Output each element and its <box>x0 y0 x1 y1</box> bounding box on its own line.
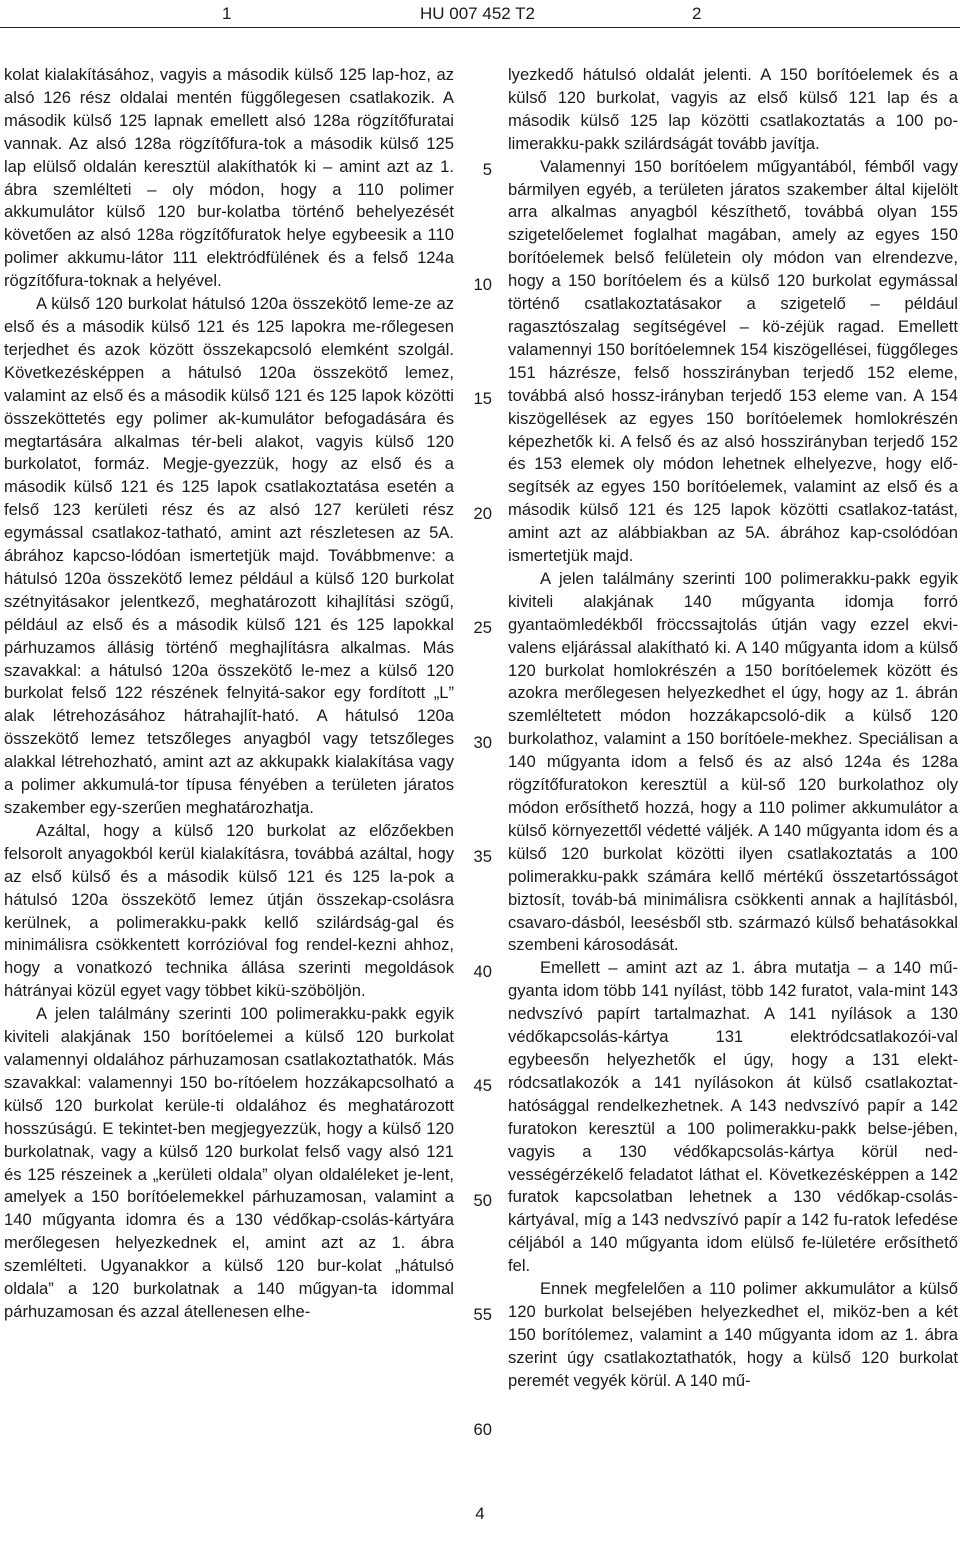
paragraph: Emellett – amint azt az 1. ábra mutatja – a 140 mű-gyanta idom több 141 nyílást, több 142 furatot, vala-mint 143 nedvszívó papírt tartalmazhat. A 141 nyílások a 130 védőkapcsolás-kártya 131 elektródcsatlakozói-val egybeesőn helyezhetők el úgy, hogy a 131 elekt-ródcsatlakozók a 141 nyílásokon át külső csatlakoztat-hatósággal rendelkezhetnek. A 143 nedvszívó papír a 142 furatokon keresztül a 100 polimerakku-pakk belse-jében, vagyis a 130 védőkapcsolás-kártya körül ned-vességérzékelő feladatot láthat el. Következésképpen a 142 furatok kapcsolatban lehetnek a 130 védőkap-csolás-kártyával, míg a 143 nedvszívó papír a 142 fu-ratok lefedése céljából a 140 műgyanta idom elülső fe-lületére erősíthető fel. <box>508 958 958 1276</box>
line-number: 15 <box>473 389 492 408</box>
line-number: 55 <box>473 1305 492 1324</box>
paragraph: A jelen találmány szerinti 100 polimerakku-pakk egyik kiviteli alakjának 150 borítóelemei a külső 120 burkolat valamennyi oldalához párhuzamosan csatlakoztathatók. Más szavakkal: valamennyi 150 bo-rítóelem hozzákapcsolható a külső 120 burkolat kerüle-ti oldalához és meghatározott hosszúságú. E tekintet-ben megjegyezzük, hogy a külső 120 burkolatnak, vagy a külső 120 burkolat felső vagy alsó 121 és 125 részeinek a „kerületi oldala” olyan oldaléleket je-lent, amelyek a 150 borítóelemekkel párhuzamosan, valamint a 140 műgyanta idomra és a 130 védőkap-csolás-kártyára merőlegesen helyezkednek el, amint azt az 1. ábra szemlélteti. Ugyanakkor a külső 120 bur-kolat „hátulsó oldala” a 120 burkolatnak a 140 műgyan-ta idommal párhuzamosan és azzal átellenesen elhe- <box>4 1004 454 1321</box>
paragraph: Ennek megfelelően a 110 polimer akkumulátor a külső 120 burkolat belsejében helyezkedhet el, miköz-ben a két 150 borítólemez, valamint a 140 műgyanta idom az 1. ábra szerint úgy csatlakoztathatók, hogy a külső 120 burkolat peremét vegyék körül. A 140 mű- <box>508 1279 958 1390</box>
line-number: 45 <box>473 1076 492 1095</box>
header-right-page-number: 2 <box>692 4 702 23</box>
paragraph: A külső 120 burkolat hátulsó 120a összekötő leme-ze az első és a második külső 121 és 125 lapokra me-rőlegesen terjedhet és azok között összekapcsoló elemként szolgál. Következésképpen a hátulsó 120a összekötő lemez, valamint az első és a második külső 121 és 125 lapok közötti összeköttetés egy polimer ak-kumulátor befogadására és megtartására alkalmas tér-beli alakot, vagyis külső 120 burkolatot, formáz. Megje-gyezzük, hogy az első és a második külső 121 és 125 lapok csatlakoztatása esetén a felső 123 kerületi rész és az alsó 127 kerületi rész egymással csatlakoz-tatható, amint azt részletesen az 5A. ábrához kapcso-lódóan ismertetjük majd. Továbbmenve: a hátulsó 120a összekötő lemez például a külső 120 burkolat szétnyitásakor jelentkező, meghatározott kihajlítási szögű, például az első és a második külső 121 és 125 lapokkal párhuzamos állásig történő meghajlításra alkalmas. Más szavakkal: a hátulsó 120a összekötő le-mez a külső 120 burkolat felső 122 részének felnyitá-sakor egy fordított „L” alak létrehozásához hátrahajlít-ható. A hátulsó 120a összekötő lemez tetszőleges anyagból vagy tetszőleges alakkal létrehozható, amint azt az akkupakk kialakítása vagy a polimer akkumulá-tor típusa fényében a területen járatos szakember egy-szerűen meghatározhatja. <box>4 294 454 817</box>
line-number: 10 <box>473 275 492 294</box>
footer-page-number: 4 <box>475 1504 485 1523</box>
line-number: 60 <box>473 1420 492 1439</box>
header-document-id: HU 007 452 T2 <box>420 4 535 23</box>
right-text-column <box>508 64 958 1393</box>
header-rule <box>0 27 960 28</box>
left-text-column <box>4 64 454 1324</box>
line-number: 20 <box>473 504 492 523</box>
line-number: 25 <box>473 618 492 637</box>
line-number: 30 <box>473 733 492 752</box>
line-number: 5 <box>482 160 492 179</box>
line-number: 35 <box>473 847 492 866</box>
line-number: 50 <box>473 1191 492 1210</box>
paragraph: Azáltal, hogy a külső 120 burkolat az előzőekben felsorolt anyagokból kerül kialakításra, továbbá azáltal, hogy az első külső és a második külső 121 és 125 la-pok a hátulsó 120a összekötő lemez útján összekap-csolásra kerülnek, a polimerakku-pakk kellő szilárdság-gal és minimálisra csökkentett korrózióval fog rendel-kezni ahhoz, hogy a vonatkozó technika állása szerinti megoldások hátrányai közül egyet vagy többet kikü-szöböljön. <box>4 820 454 1001</box>
paragraph: kolat kialakításához, vagyis a második külső 125 lap-hoz, az alsó 126 rész oldalai mentén függőlegesen csatlakozik. A második külső 125 lapnak emellett alsó 128a rögzítőfuratai vannak. Az alsó 128a rögzítőfura-tok a második külső 125 lap elülső oldalán keresztül alakíthatók ki – amint azt az 1. ábra szemlélteti – oly módon, hogy a 110 polimer akkumulátor külső 120 bur-kolatba történő behelyezését követően az alsó 128a rögzítőfuratok helye egybeesik a 110 polimer akkumu-látor 111 elektródfülének és a felső 124a rögzítőfura-toknak a helyével. <box>4 65 454 291</box>
line-number: 40 <box>473 962 492 981</box>
header-left-page-number: 1 <box>222 4 232 23</box>
paragraph: lyezkedő hátulsó oldalát jelenti. A 150 borítóelemek és a külső 120 burkolat, vagyis az első külső 121 lap és a második külső 125 lap közötti csatlakoztatás a 100 po-limerakku-pakk szilárdságát tovább javítja. <box>508 65 958 153</box>
paragraph: A jelen találmány szerinti 100 polimerakku-pakk egyik kiviteli alakjának 140 műgyanta idomja forró gyantaömledékből fröccssajtolás útján vagy ezzel ekvi-valens eljárással alakítható ki. A 140 műgyanta idom a külső 120 burkolat homlokrészén a 150 borítóelemek között és azokra merőlegesen helyezkedhet el úgy, hogy az 1. ábrán szemléltetett módon hozzákapcsoló-dik a külső 120 burkolathoz, valamint a 150 borítóele-mekhez. Speciálisan a 140 műgyanta idom a felső és az alsó 124a és 128a rögzítőfuratokon keresztül a kül-ső 120 burkolathoz oly módon erősíthető hozzá, hogy a 110 polimer akkumulátor a külső környezettől védetté váljék. A 140 műgyanta idom és a külső 120 burkolat közötti ilyen csatlakoztatás a 100 polimerakku-pakk számára kellő mértékű összetartósságot biztosít, továb-bá minimálisra csökkenti annak a hajlításból, csavaro-dásból, leesésből stb. származó külső behatásokkal szembeni károsodását. <box>508 568 958 955</box>
paragraph: Valamennyi 150 borítóelem műgyantából, fémből vagy bármilyen egyéb, a területen járatos szakember által kijelölt arra alkalmas anyagból készíthető, továbbá olyan 155 szigetelőelemet foglalhat magában, amely az egyes 150 borítóelemek belső felületein oly módon van elrendezve, hogy a 150 borítóelem és a külső 120 burkolat egymással történő csatlakoztatásakor a szigetelő – például ragasztószalag segítségével – kö-zéjük ragad. Emellett valamennyi 150 borítóelemnek 154 kiszögellései, függőleges 151 házrésze, felső hosszirányban terjedő 152 eleme, továbbá alsó hossz-irányban terjedő 153 eleme van. A 154 kiszögellések az egyes 150 borítóelemek homlokrészén képezhetők ki. A felső és az alsó hosszirányban terjedő 152 és 153 elemek oly módon lehetnek elhelyezve, hogy elő-segítsék az egyes 150 borítóelemek, valamint az első és a második külső 121 és 125 lapok közötti csatlakoz-tatást, amint azt az alábbiakban az 5A. ábrához kap-csolódóan ismertetjük majd. <box>508 156 958 566</box>
